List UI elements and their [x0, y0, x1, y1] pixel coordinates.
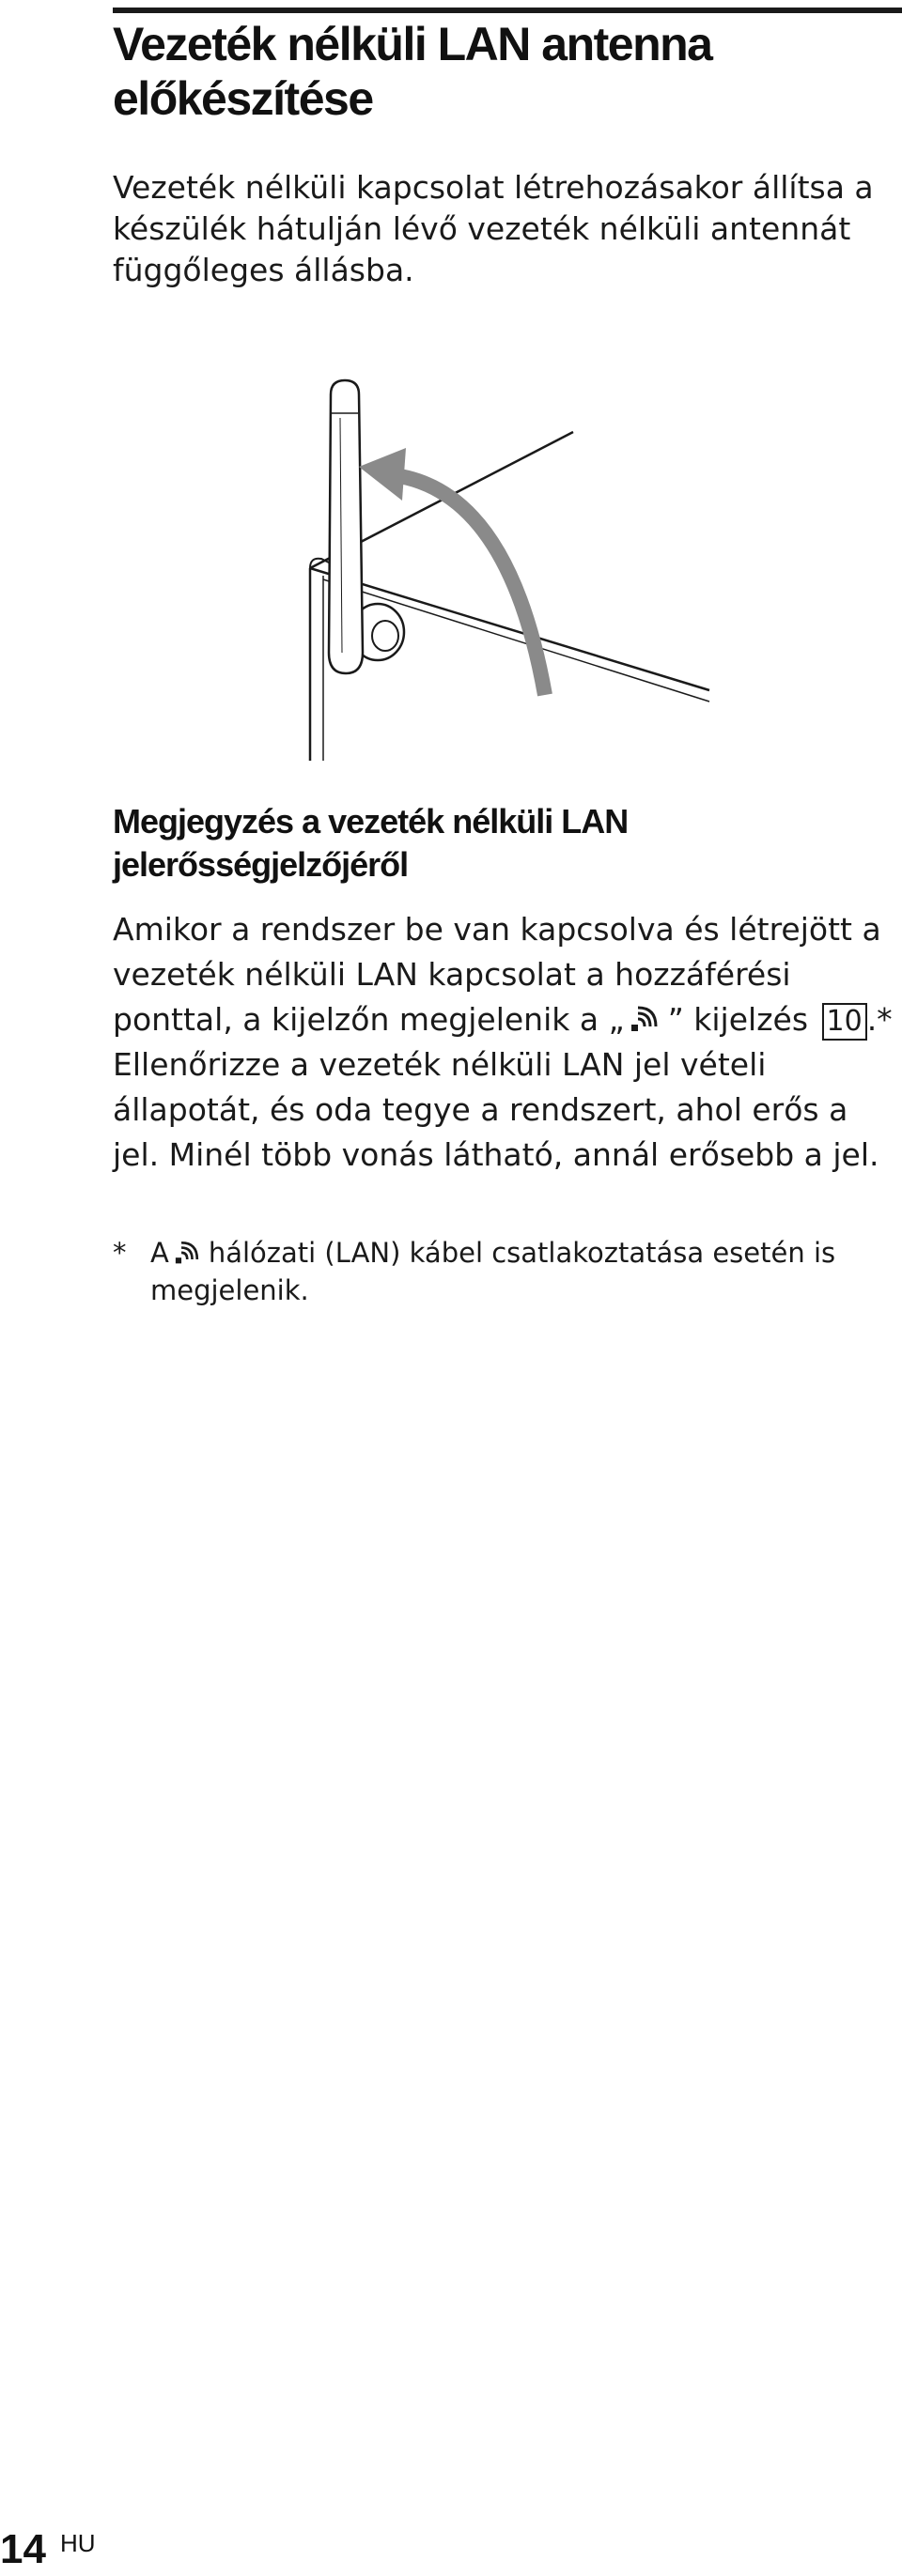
antenna-body [329, 380, 363, 673]
footnote-text-1: A [150, 1237, 169, 1269]
note-paragraph [113, 907, 893, 1178]
footnote-mark: * [113, 1237, 127, 1269]
footnote [113, 1234, 893, 1309]
wifi-signal-icon-small [173, 1238, 205, 1266]
antenna-raise-illustration [291, 371, 733, 765]
note-text-3: .* Ellenőrizze a vezeték nélküli LAN jel vételi állapotát, és oda tegye a rendszert, ahol erős a jel. Minél több vonás látható, annál erősebb a jel. [113, 1001, 893, 1173]
page-number: 14 [0, 2526, 46, 2572]
note-heading: Megjegyzés a vezeték nélküli LAN jelerősségjelzőjéről [113, 802, 629, 884]
intro-paragraph: Vezeték nélküli kapcsolat létrehozásakor állítsa a készülék hátulján lévő vezeték nélküli antennát függőleges állásba. [113, 169, 874, 288]
wifi-signal-icon [629, 1002, 664, 1034]
note-text-2: ” kijelzés [667, 1001, 818, 1038]
antenna-hinge-inner [372, 621, 398, 651]
footnote-text [150, 1234, 893, 1309]
rotation-arrow [385, 474, 545, 695]
footnote-text-2: hálózati (LAN) kábel csatlakoztatása esetén is megjelenik. [150, 1237, 836, 1306]
page-language-code: HU [60, 2529, 96, 2557]
note-text-1: Amikor a rendszer be van kapcsolva és létrejött a vezeték nélküli LAN kapcsolat a hozzáférési ponttal, a kijelzőn megjelenik a „ [113, 911, 881, 1038]
rotation-arrow-head [359, 448, 406, 501]
display-number-box: 10 [822, 1003, 867, 1041]
page-title: Vezeték nélküli LAN antenna előkészítése [113, 18, 712, 125]
top-rule [113, 8, 902, 13]
